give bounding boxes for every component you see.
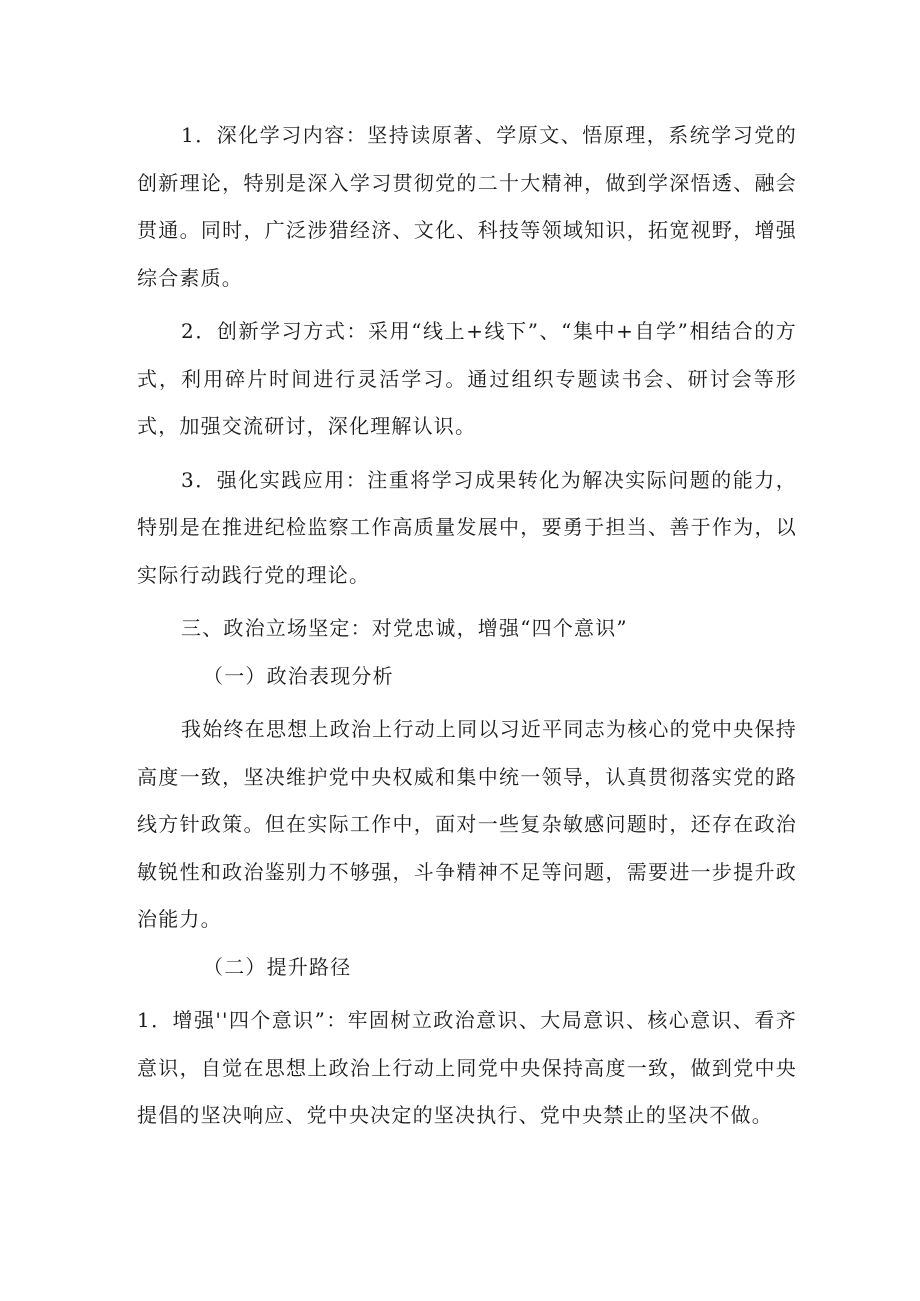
subheading-improvement-path: （二）提升路径 xyxy=(203,954,352,979)
paragraph-political-analysis: 我始终在思想上政治上行动上同以习近平同志为核心的党中央保持高度一致，坚决维护党中央权威和集中统一领导，认真贯彻落实党的路线方针政策。但在实际工作中，面对一些复杂敏感问题时，还存在政治敏锐性和政治鉴别力不够强，斗争精神不足等问题，需要进一步提升政治能力。 xyxy=(137,717,797,931)
section-heading-political-stance: 三、政治立场坚定：对党忠诚，增强“四个意识” xyxy=(181,616,628,640)
document-page xyxy=(137,112,797,1140)
subheading-political-analysis: （一）政治表现分析 xyxy=(203,663,394,688)
paragraph-innovate-study: 2．创新学习方式：采用“线上+线下”、“集中+自学”相结合的方式，利用碎片时间进行灵活学习。通过组织专题读书会、研讨会等形式，加强交流研讨，深化理解认识。 xyxy=(137,319,797,438)
paragraph-four-consciousness: 1．增强''四个意识”：牢固树立政治意识、大局意识、核心意识、看齐意识，自觉在思想上政治上行动上同党中央保持高度一致，做到党中央提倡的坚决响应、党中央决定的坚决执行、党中央禁止的坚决不做。 xyxy=(137,1008,797,1127)
paragraph-practice-application: 3．强化实践应用：注重将学习成果转化为解决实际问题的能力，特别是在推进纪检监察工作高质量发展中，要勇于担当、善于作为，以实际行动践行党的理论。 xyxy=(137,467,797,587)
paragraph-deepen-study: 1．深化学习内容：坚持读原著、学原文、悟原理，系统学习党的创新理论，特别是深入学习贯彻党的二十大精神，做到学深悟透、融会贯通。同时，广泛涉猎经济、文化、科技等领域知识，拓宽视野，增强综合素质。 xyxy=(137,123,797,290)
